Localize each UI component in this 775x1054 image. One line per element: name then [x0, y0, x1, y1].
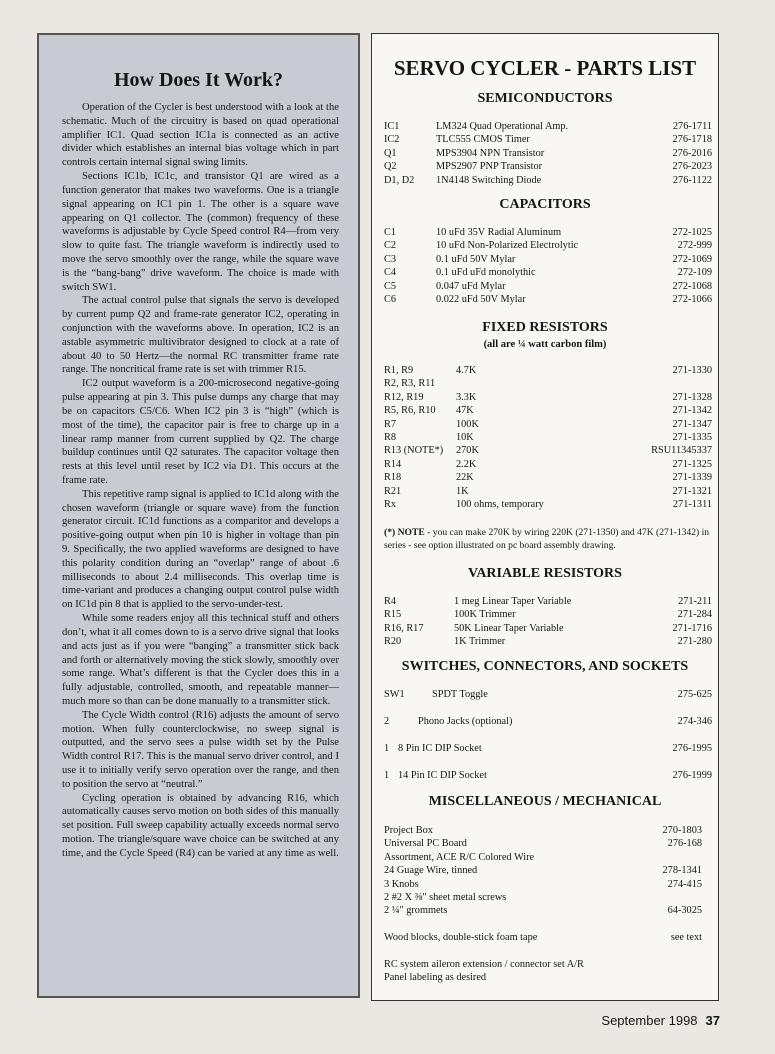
table-row: Project Box 270-1803 [384, 825, 702, 836]
table-row: C3 0.1 uFd 50V Mylar 272-1069 [384, 253, 712, 265]
semiconductors-heading: SEMICONDUCTORS [477, 91, 613, 106]
sidebar-paragraph: Sections IC1b, IC1c, and transistor Q1 are wired as a function generator that makes two waveforms. One is a triangle signal appearing on IC1 pin 1. The other is a square wave appearing on Q1 collector. The (common) frequency of these waveforms is adjustable by Cycle Speed control R4—from very slow to quite fast. The triangle waveform is indirectly used to move the servo smoothly over the range, while the square wave is the “bang-bang” drive waveform. The choice is made with switch SW1. [62, 171, 339, 293]
table-row: SW1 SPDT Toggle 275-625 [384, 689, 712, 700]
table-row: IC1 LM324 Quad Operational Amp. 276-1711 [384, 121, 712, 132]
sidebar-body [62, 101, 339, 861]
semiconductors-list [384, 120, 712, 187]
sidebar-paragraph: IC2 output waveform is a 200-microsecond negative-going pulse appearing at pin 3. This pulse dumps any charge that may be on capacitors C5/C6. When IC2 pin 3 is “high” (which is most of the time), the capacitor pair is free to charge up in a linear ramp manner from current supplied by Q2. The charge buildup continues until Q2 saturates. The capacitor voltage then rests at this level until reset by IC2 via D1. This occurs at the frame rate. [62, 378, 339, 486]
sidebar-paragraph: Cycling operation is obtained by advancing R16, which automatically causes servo motion on both sides of this manually set position. Full sweep capability actually exceeds normal servo motion. The triangle/square wave choice can be switched at any time, and the Cycle Speed (R4) can be varied at any time as well. [62, 792, 339, 859]
fixed-resistors-heading: FIXED RESISTORS [482, 320, 608, 335]
table-row: 2 ¼" grommets 64-3025 [384, 905, 702, 917]
sidebar-paragraph: This repetitive ramp signal is applied to IC1d along with the chosen waveform (triangle or square wave) from the function generator circuit. IC1d functions as a comparitor and develops a positive-going output when pin 10 is higher in voltage than pin 9. Specifically, the two applied waveforms are designed to have this polarity condition during an “overlap” range of about .6 milliseconds to about 2.4 milliseconds. This overlap time is time-variant and produces a changing output control pulse width on IC1d pin 8 that is applied to the servo-under-test. [62, 488, 339, 611]
capacitors-heading: CAPACITORS [499, 197, 591, 212]
table-row: C4 0.1 uFd uFd monolythic 272-109 [384, 267, 712, 279]
table-row: 3 Knobs 274-415 [384, 878, 702, 890]
table-row: R15 100K Trimmer 271-284 [384, 609, 712, 621]
table-row: R2, R3, R11 [384, 378, 436, 390]
parts-list-box [371, 33, 719, 1001]
sidebar-paragraph: Operation of the Cycler is best understood with a look at the schematic. Much of the circuitry is based on quad operational amplifier IC1. Quad section IC1a is connected as an active divider which establishes an internal bias voltage which in part controls certain internal signal swing limits. [62, 102, 339, 169]
table-row: R5, R6, R10 47K 271-1342 [384, 405, 712, 417]
table-row: Assortment, ACE R/C Colored Wire [384, 851, 535, 863]
table-row: C1 10 uFd 35V Radial Aluminum 272-1025 [384, 227, 712, 238]
switches-heading: SWITCHES, CONNECTORS, AND SOCKETS [401, 659, 689, 674]
table-row: R20 1K Trimmer 271-280 [384, 636, 712, 648]
table-row: IC2 TLC555 CMOS Timer 276-1718 [384, 134, 712, 146]
table-row: D1, D2 1N4148 Switching Diode 276-1122 [384, 174, 712, 186]
table-row: R21 1K 271-1321 [384, 485, 712, 497]
switches-list [384, 688, 712, 796]
table-row: Q1 MPS3904 NPN Transistor 276-2016 [384, 147, 712, 159]
table-row: C5 0.047 uFd Mylar 272-1068 [384, 280, 712, 292]
issue-date: September 1998 [601, 1013, 698, 1028]
resistor-note [384, 527, 710, 552]
table-row: R1, R9 4.7K 271-1330 [384, 365, 712, 376]
table-row: R4 1 meg Linear Taper Variable 271-211 [384, 596, 712, 607]
sidebar-paragraph: The Cycle Width control (R16) adjusts the amount of servo motion. When fully counterclockwise, no sweep signal is outputted, and the servo sees a pulse width set by the Pulse Width control R17. This is the manual servo driver control, and I use it to initially verify servo operation over the range, and then to position the servo at “neutral.” [62, 709, 339, 790]
misc-heading: MISCELLANEOUS / MECHANICAL [428, 794, 662, 809]
table-row: Rx 100 ohms, temporary 271-1311 [384, 498, 712, 510]
table-row: 2 Phono Jacks (optional) 274-346 [384, 716, 712, 727]
misc-extra [384, 958, 712, 985]
list-item: Panel labeling as desired [384, 972, 487, 984]
capacitors-list [384, 226, 712, 306]
table-row: R7 100K 271-1347 [384, 418, 712, 430]
table-row: R18 22K 271-1339 [384, 472, 712, 484]
how-it-works-sidebar [37, 33, 360, 998]
page-number: 37 [705, 1013, 720, 1028]
fixed-resistors-list [384, 364, 712, 511]
table-row: Universal PC Board 276-168 [384, 838, 702, 850]
table-row: C6 0.022 uFd 50V Mylar 272-1066 [384, 293, 712, 305]
page-footer [601, 1013, 720, 1028]
table-row: R13 (NOTE*) 270K RSU11345337 [384, 445, 712, 457]
sidebar-paragraph: The actual control pulse that signals the servo is developed by current pump Q2 and frame-rate generator IC2, operating in conjunction with the waveforms above. In operation, IC2 is an astable asymmetric multivibrator designed to clock at a rate of about 40 to 50 Hertz—the normal RC transmitter frame rate range. The noncritical frame rate is set with trimmer R15. [62, 295, 339, 376]
table-row: R8 10K 271-1335 [384, 431, 712, 443]
misc-list [384, 824, 712, 918]
sidebar-title: How Does It Work? [113, 69, 284, 91]
table-row: R14 2.2K 271-1325 [384, 458, 712, 470]
table-row: Q2 MPS2907 PNP Transistor 276-2023 [384, 161, 712, 173]
variable-resistors-heading: VARIABLE RESISTORS [468, 566, 622, 581]
table-row: 1 14 Pin IC DIP Socket 276-1999 [384, 770, 712, 781]
variable-resistors-list [384, 595, 712, 649]
list-item: RC system aileron extension / connector set A/R [384, 959, 584, 970]
table-row: C2 10 uFd Non-Polarized Electrolytic 272-999 [384, 240, 712, 252]
table-row: R12, R19 3.3K 271-1328 [384, 391, 712, 403]
sidebar-paragraph: While some readers enjoy all this technical stuff and others don’t, what it all comes down to is a servo drive signal that looks and acts just as if you were “banging” a transmitter stick back and forth or alternatively moving the stick slowly, smoothly over some range. What’s different is that the Cycler does this in a fully adjustable, controlled, smooth, and repeatable manner—much more so than can be done manually to a transmitter stick. [62, 613, 339, 707]
note-text: - you can make 270K by wiring 220K (271-1350) and 47K (271-1342) in series - see option illustrated on pc board assembly drawing. [384, 527, 710, 551]
table-row: 24 Guage Wire, tinned 278-1341 [384, 865, 702, 877]
misc-wood [384, 931, 712, 944]
table-row: 2 #2 X ⅜" sheet metal screws [384, 891, 507, 903]
table-row: 1 8 Pin IC DIP Socket 276-1995 [384, 743, 712, 754]
table-row: Wood blocks, double-stick foam tape see text [384, 932, 702, 943]
fixed-resistors-subheading: (all are ¼ watt carbon film) [483, 339, 607, 350]
parts-list-title: SERVO CYCLER - PARTS LIST [393, 56, 697, 80]
note-label: (*) NOTE [384, 527, 425, 538]
table-row: R16, R17 50K Linear Taper Variable 271-1716 [384, 622, 712, 634]
